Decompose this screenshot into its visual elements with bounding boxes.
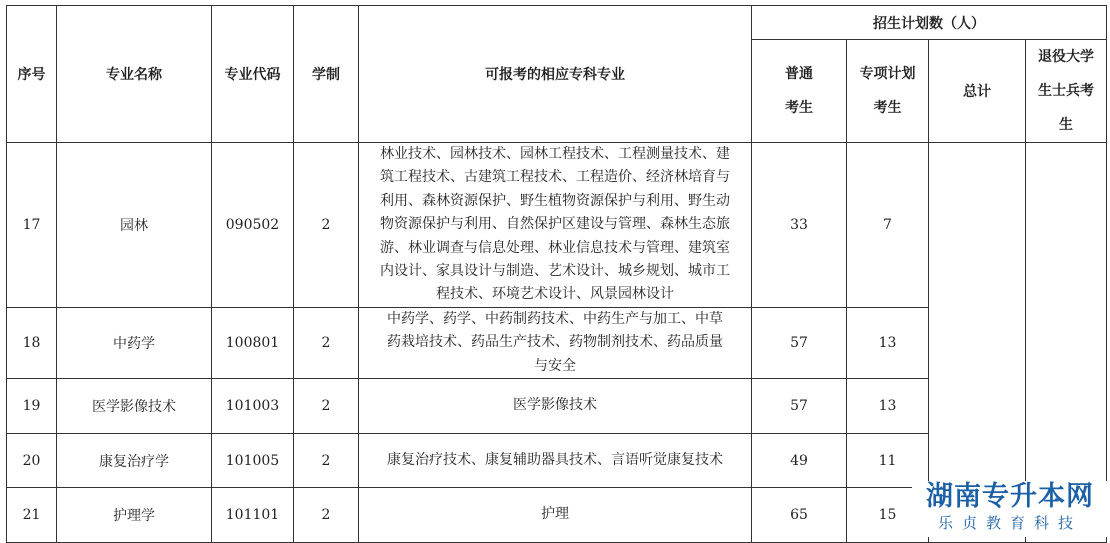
related-line: 游、林业调查与信息处理、林业信息技术与管理、建筑室 — [380, 239, 730, 256]
table-row — [7, 143, 1107, 308]
cell-seq: 21 — [7, 488, 57, 543]
related-line: 林业技术、园林技术、园林工程技术、工程测量技术、建 — [380, 146, 730, 162]
cell-major-name: 医学影像技术 — [57, 379, 212, 434]
related-line: 内设计、家具设计与制造、艺术设计、城乡规划、城市工 — [380, 263, 730, 280]
header-major-code: 专业代码 — [212, 6, 294, 143]
cell-major-code: 090502 — [212, 143, 294, 308]
cell-special: 7 — [847, 143, 929, 308]
cell-duration: 2 — [294, 434, 359, 488]
enrollment-plan-table — [6, 5, 1107, 543]
cell-related-majors — [359, 143, 752, 308]
header-special-line1: 专项计划 — [859, 66, 916, 82]
header-major-name: 专业名称 — [57, 6, 212, 143]
cell-seq: 17 — [7, 143, 57, 308]
cell-major-name: 园林 — [57, 143, 212, 308]
cell-duration: 2 — [294, 488, 359, 543]
header-veteran-line2: 生士兵考 — [1038, 83, 1094, 99]
header-plan-group: 招生计划数（人） — [752, 6, 1107, 40]
header-special — [847, 40, 929, 143]
header-veteran — [1026, 40, 1107, 143]
header-veteran-line1: 退役大学 — [1038, 49, 1094, 65]
header-seq: 序号 — [7, 6, 57, 143]
cell-regular: 65 — [752, 488, 847, 543]
cell-special: 13 — [847, 307, 929, 378]
related-line: 物资源保护与利用、自然保护区建设与管理、森林生态旅 — [380, 216, 730, 233]
watermark-logo — [912, 481, 1108, 537]
cell-related-majors — [359, 307, 752, 378]
cell-related-majors: 护理 — [359, 488, 752, 543]
cell-major-name: 护理学 — [57, 488, 212, 543]
watermark-subtitle: 乐贞教育科技 — [937, 514, 1082, 532]
cell-major-code: 100801 — [212, 307, 294, 378]
header-special-line2: 考生 — [873, 100, 902, 116]
header-regular — [752, 40, 847, 143]
header-regular-line1: 普通 — [785, 66, 813, 82]
related-line: 筑工程技术、古建筑工程技术、工程造价、经济林培育与 — [380, 169, 730, 186]
cell-major-name: 康复治疗学 — [57, 434, 212, 488]
header-total: 总计 — [929, 40, 1026, 143]
cell-duration: 2 — [294, 143, 359, 308]
cell-major-name: 中药学 — [57, 307, 212, 378]
cell-major-code: 101003 — [212, 379, 294, 434]
cell-seq: 20 — [7, 434, 57, 488]
related-line: 程技术、环境艺术设计、风景园林设计 — [436, 286, 674, 303]
cell-major-code: 101101 — [212, 488, 294, 543]
cell-major-code: 101005 — [212, 434, 294, 488]
related-line: 与安全 — [534, 357, 576, 374]
cell-related-majors: 康复治疗技术、康复辅助器具技术、言语听觉康复技术 — [359, 434, 752, 488]
cell-regular: 49 — [752, 434, 847, 488]
cell-special: 13 — [847, 379, 929, 434]
cell-regular: 57 — [752, 379, 847, 434]
header-related-majors: 可报考的相应专科专业 — [359, 6, 752, 143]
cell-duration: 2 — [294, 307, 359, 378]
related-line: 利用、森林资源保护、野生植物资源保护与利用、野生动 — [380, 192, 730, 209]
cell-special: 11 — [847, 434, 929, 488]
watermark-title: 湖南专升本网 — [926, 481, 1094, 512]
header-veteran-line3: 生 — [1059, 117, 1073, 133]
cell-seq: 19 — [7, 379, 57, 434]
cell-related-majors: 医学影像技术 — [359, 379, 752, 434]
cell-regular: 33 — [752, 143, 847, 308]
cell-special: 15 — [847, 488, 929, 543]
cell-seq: 18 — [7, 307, 57, 378]
related-line: 药栽培技术、药品生产技术、药物制剂技术、药品质量 — [387, 334, 723, 351]
header-regular-line2: 考生 — [785, 100, 813, 116]
cell-duration: 2 — [294, 379, 359, 434]
related-line: 中药学、药学、中药制药技术、中药生产与加工、中草 — [387, 310, 723, 327]
header-duration: 学制 — [294, 6, 359, 143]
cell-regular: 57 — [752, 307, 847, 378]
